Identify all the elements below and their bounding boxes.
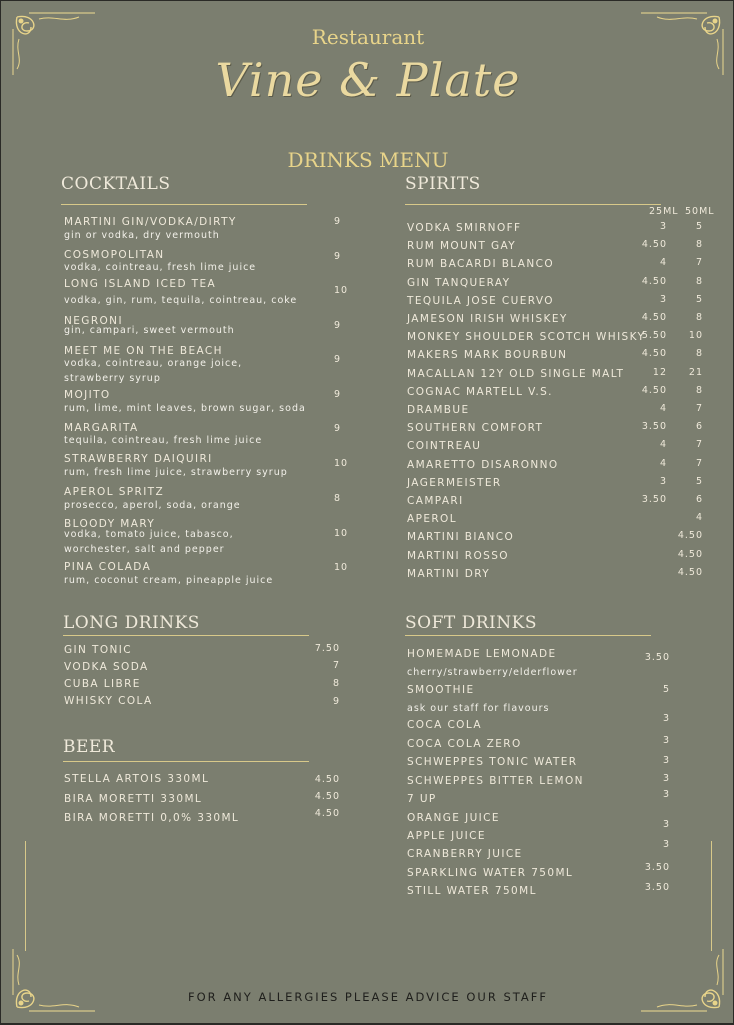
brand-name: Vine & Plate xyxy=(215,53,521,107)
cocktail-price: 10 xyxy=(334,528,349,539)
soft-drinks-rule xyxy=(405,635,651,636)
long-drink-name: GIN TONIC xyxy=(64,644,132,656)
spirits-rule xyxy=(405,204,661,205)
border-line-right xyxy=(711,841,712,951)
cocktail-description: prosecco, aperol, soda, orange xyxy=(64,500,241,511)
cocktail-description: rum, fresh lime juice, strawberry syrup xyxy=(64,467,288,478)
cocktail-description: rum, coconut cream, pineapple juice xyxy=(64,575,274,586)
cocktail-price: 9 xyxy=(334,251,342,262)
soft-drink-name: SPARKLING WATER 750ML xyxy=(407,867,574,879)
soft-drink-name: HOMEMADE LEMONADE xyxy=(407,648,557,660)
soft-drink-price: 3.50 xyxy=(644,652,670,663)
spirit-price-25ml: 4.50 xyxy=(641,384,667,396)
cocktail-price: 9 xyxy=(334,320,342,331)
spirit-price-25ml: 4.50 xyxy=(641,239,667,251)
soft-drink-price: 3 xyxy=(662,839,670,850)
long-drink-price: 8 xyxy=(332,678,340,689)
long-drinks-heading: LONG DRINKS xyxy=(63,613,200,633)
spirit-price-50ml: 4.50 xyxy=(677,548,703,560)
spirit-name: SOUTHERN COMFORT xyxy=(407,422,544,435)
spirit-price-25ml: 3 xyxy=(659,221,667,232)
spirit-price-50ml: 8 xyxy=(695,275,703,287)
spirit-price-50ml: 7 xyxy=(695,257,703,269)
soft-drink-price: 3 xyxy=(662,819,670,830)
soft-drink-price: 3 xyxy=(662,713,670,724)
cocktail-price: 9 xyxy=(334,423,342,434)
cocktail-name: MARGARITA xyxy=(64,422,139,434)
ornament-bottom-right-icon xyxy=(637,945,727,1015)
beer-heading: BEER xyxy=(63,737,116,757)
spirit-name: MARTINI ROSSO xyxy=(407,549,509,562)
cocktails-rule xyxy=(61,204,307,205)
cocktail-description: vodka, cointreau, fresh lime juice xyxy=(64,262,257,273)
long-drink-price: 7 xyxy=(332,660,340,671)
spirit-price-50ml: 4.50 xyxy=(677,530,703,542)
cocktail-name: APEROL SPRITZ xyxy=(64,486,165,498)
cocktail-description: rum, lime, mint leaves, brown sugar, soda xyxy=(64,403,306,414)
soft-drink-price: 3.50 xyxy=(644,882,670,893)
spirit-name: GIN TANQUERAY xyxy=(407,276,511,289)
cocktail-price: 8 xyxy=(334,493,342,504)
cocktail-description: gin, campari, sweet vermouth xyxy=(64,325,235,336)
soft-drink-note: ask our staff for flavours xyxy=(407,703,550,714)
spirit-name: JAMESON IRISH WHISKEY xyxy=(407,313,568,325)
soft-drink-name: ORANGE JUICE xyxy=(407,812,500,824)
soft-drink-price: 3 xyxy=(662,735,670,746)
spirit-name: AMARETTO DISARONNO xyxy=(407,458,559,471)
restaurant-label: Restaurant xyxy=(311,25,425,49)
spirit-price-25ml: 5.50 xyxy=(641,330,667,342)
soft-drinks-heading: SOFT DRINKS xyxy=(405,613,537,633)
long-drink-price: 7.50 xyxy=(314,643,340,654)
spirit-price-25ml: 4.50 xyxy=(641,312,667,323)
cocktail-name: LONG ISLAND ICED TEA xyxy=(64,278,217,290)
spirit-name: DRAMBUE xyxy=(407,404,470,416)
spirit-name: VODKA SMIRNOFF xyxy=(407,222,522,234)
spirit-price-25ml: 4.50 xyxy=(641,348,667,360)
spirit-name: MONKEY SHOULDER SCOTCH WHISKY xyxy=(407,331,646,344)
long-drink-name: CUBA LIBRE xyxy=(64,678,141,690)
cocktail-description: gin or vodka, dry vermouth xyxy=(64,230,220,241)
cocktail-description: strawberry syrup xyxy=(64,373,161,384)
spirit-name: MARTINI BIANCO xyxy=(407,531,515,544)
drinks-menu-page xyxy=(1,1,733,1023)
soft-drink-price: 3.50 xyxy=(644,862,670,873)
soft-drink-name: COCA COLA xyxy=(407,719,482,731)
cocktail-name: COSMOPOLITAN xyxy=(64,249,165,261)
cocktail-price: 9 xyxy=(334,354,342,365)
spirit-price-25ml: 3.50 xyxy=(641,421,667,433)
spirits-col-50ml: 50ML xyxy=(685,206,715,217)
spirit-price-50ml: 4 xyxy=(695,512,703,524)
page-title: DRINKS MENU xyxy=(287,148,449,172)
cocktail-description: vodka, cointreau, orange joice, xyxy=(64,358,243,369)
cocktails-heading: COCKTAILS xyxy=(61,174,171,194)
spirit-price-50ml: 10 xyxy=(688,330,703,342)
soft-drink-name: SCHWEPPES BITTER LEMON xyxy=(407,775,584,787)
spirit-name: MACALLAN 12Y OLD SINGLE MALT xyxy=(407,367,625,380)
spirit-price-50ml: 5 xyxy=(695,475,703,487)
border-line-left xyxy=(25,841,26,951)
cocktail-name: MOJITO xyxy=(64,389,111,401)
cocktail-description: worchester, salt and pepper xyxy=(64,544,225,555)
beer-price: 4.50 xyxy=(314,791,340,802)
spirit-price-25ml: 12 xyxy=(652,366,667,378)
spirit-price-50ml: 8 xyxy=(695,239,703,251)
spirit-price-50ml: 7 xyxy=(695,439,703,451)
spirit-price-25ml: 4 xyxy=(659,257,667,269)
soft-drink-name: STILL WATER 750ML xyxy=(407,885,537,897)
cocktail-price: 10 xyxy=(334,562,349,573)
spirit-price-25ml: 3 xyxy=(659,293,667,305)
spirit-price-25ml: 4 xyxy=(659,439,667,451)
beer-price: 4.50 xyxy=(314,808,340,819)
soft-drink-note: cherry/strawberry/elderflower xyxy=(407,667,578,678)
cocktail-price: 9 xyxy=(334,216,342,227)
cocktail-name: MARTINI GIN/VODKA/DIRTY xyxy=(64,216,237,228)
spirit-price-50ml: 8 xyxy=(695,384,703,396)
soft-drink-name: SMOOTHIE xyxy=(407,684,475,696)
spirit-price-25ml: 3 xyxy=(659,475,667,487)
soft-drink-name: CRANBERRY JUICE xyxy=(407,848,523,860)
spirit-price-25ml: 4 xyxy=(659,457,667,469)
spirit-name: COGNAC MARTELL V.S. xyxy=(407,385,553,398)
allergy-footer-note: FOR ANY ALLERGIES PLEASE ADVICE OUR STAFF xyxy=(188,990,548,1004)
spirit-name: MARTINI DRY xyxy=(407,567,491,580)
soft-drink-name: COCA COLA ZERO xyxy=(407,738,522,750)
soft-drink-price: 3 xyxy=(662,789,670,800)
long-drink-price: 9 xyxy=(332,696,340,707)
spirit-name: COINTREAU xyxy=(407,440,482,453)
cocktail-name: STRAWBERRY DAIQUIRI xyxy=(64,453,213,465)
beer-name: STELLA ARTOIS 330ML xyxy=(64,773,210,785)
spirit-price-25ml: 4 xyxy=(659,403,667,414)
beer-price: 4.50 xyxy=(314,774,340,785)
spirit-price-50ml: 8 xyxy=(695,312,703,323)
spirit-price-50ml: 8 xyxy=(695,348,703,360)
spirit-price-50ml: 6 xyxy=(695,421,703,433)
beer-name: BIRA MORETTI 0,0% 330ML xyxy=(64,812,240,824)
beer-name: BIRA MORETTI 330ML xyxy=(64,793,203,805)
long-drinks-rule xyxy=(63,635,309,636)
spirit-name: CAMPARI xyxy=(407,495,464,507)
beer-rule xyxy=(63,761,309,762)
spirit-price-50ml: 6 xyxy=(695,494,703,505)
spirit-name: APEROL xyxy=(407,513,457,526)
spirit-name: RUM BACARDI BLANCO xyxy=(407,258,555,271)
cocktail-price: 10 xyxy=(334,285,349,296)
spirits-heading: SPIRITS xyxy=(405,174,481,194)
long-drink-name: WHISKY COLA xyxy=(64,695,153,707)
long-drink-name: VODKA SODA xyxy=(64,661,149,673)
cocktail-name: NEGRONI xyxy=(64,315,123,327)
spirit-name: RUM MOUNT GAY xyxy=(407,240,517,253)
spirit-price-50ml: 7 xyxy=(695,403,703,414)
spirit-price-50ml: 5 xyxy=(695,293,703,305)
spirit-name: TEQUILA JOSE CUERVO xyxy=(407,294,554,307)
spirit-price-50ml: 4.50 xyxy=(677,566,703,578)
cocktail-name: BLOODY MARY xyxy=(64,518,156,530)
soft-drink-price: 3 xyxy=(662,755,670,766)
soft-drink-price: 3 xyxy=(662,773,670,784)
spirit-price-25ml: 4.50 xyxy=(641,275,667,287)
ornament-bottom-left-icon xyxy=(9,945,99,1015)
soft-drink-name: 7 UP xyxy=(407,793,437,805)
cocktail-description: tequila, cointreau, fresh lime juice xyxy=(64,435,263,446)
cocktail-name: MEET ME ON THE BEACH xyxy=(64,345,223,357)
spirits-col-25ml: 25ML xyxy=(649,206,679,217)
cocktail-name: PINA COLADA xyxy=(64,561,152,573)
spirit-price-50ml: 7 xyxy=(695,457,703,469)
cocktail-price: 10 xyxy=(334,458,349,469)
spirit-name: JAGERMEISTER xyxy=(407,476,502,489)
soft-drink-price: 5 xyxy=(662,684,670,695)
cocktail-description: vodka, gin, rum, tequila, cointreau, coke xyxy=(64,295,298,306)
cocktail-price: 9 xyxy=(334,389,342,400)
spirit-price-50ml: 21 xyxy=(688,366,703,378)
soft-drink-name: SCHWEPPES TONIC WATER xyxy=(407,756,578,768)
soft-drink-name: APPLE JUICE xyxy=(407,830,486,842)
spirit-price-25ml: 3.50 xyxy=(641,494,667,505)
cocktail-description: vodka, tomato juice, tabasco, xyxy=(64,529,234,540)
spirit-name: MAKERS MARK BOURBUN xyxy=(407,349,568,362)
spirit-price-50ml: 5 xyxy=(695,221,703,232)
